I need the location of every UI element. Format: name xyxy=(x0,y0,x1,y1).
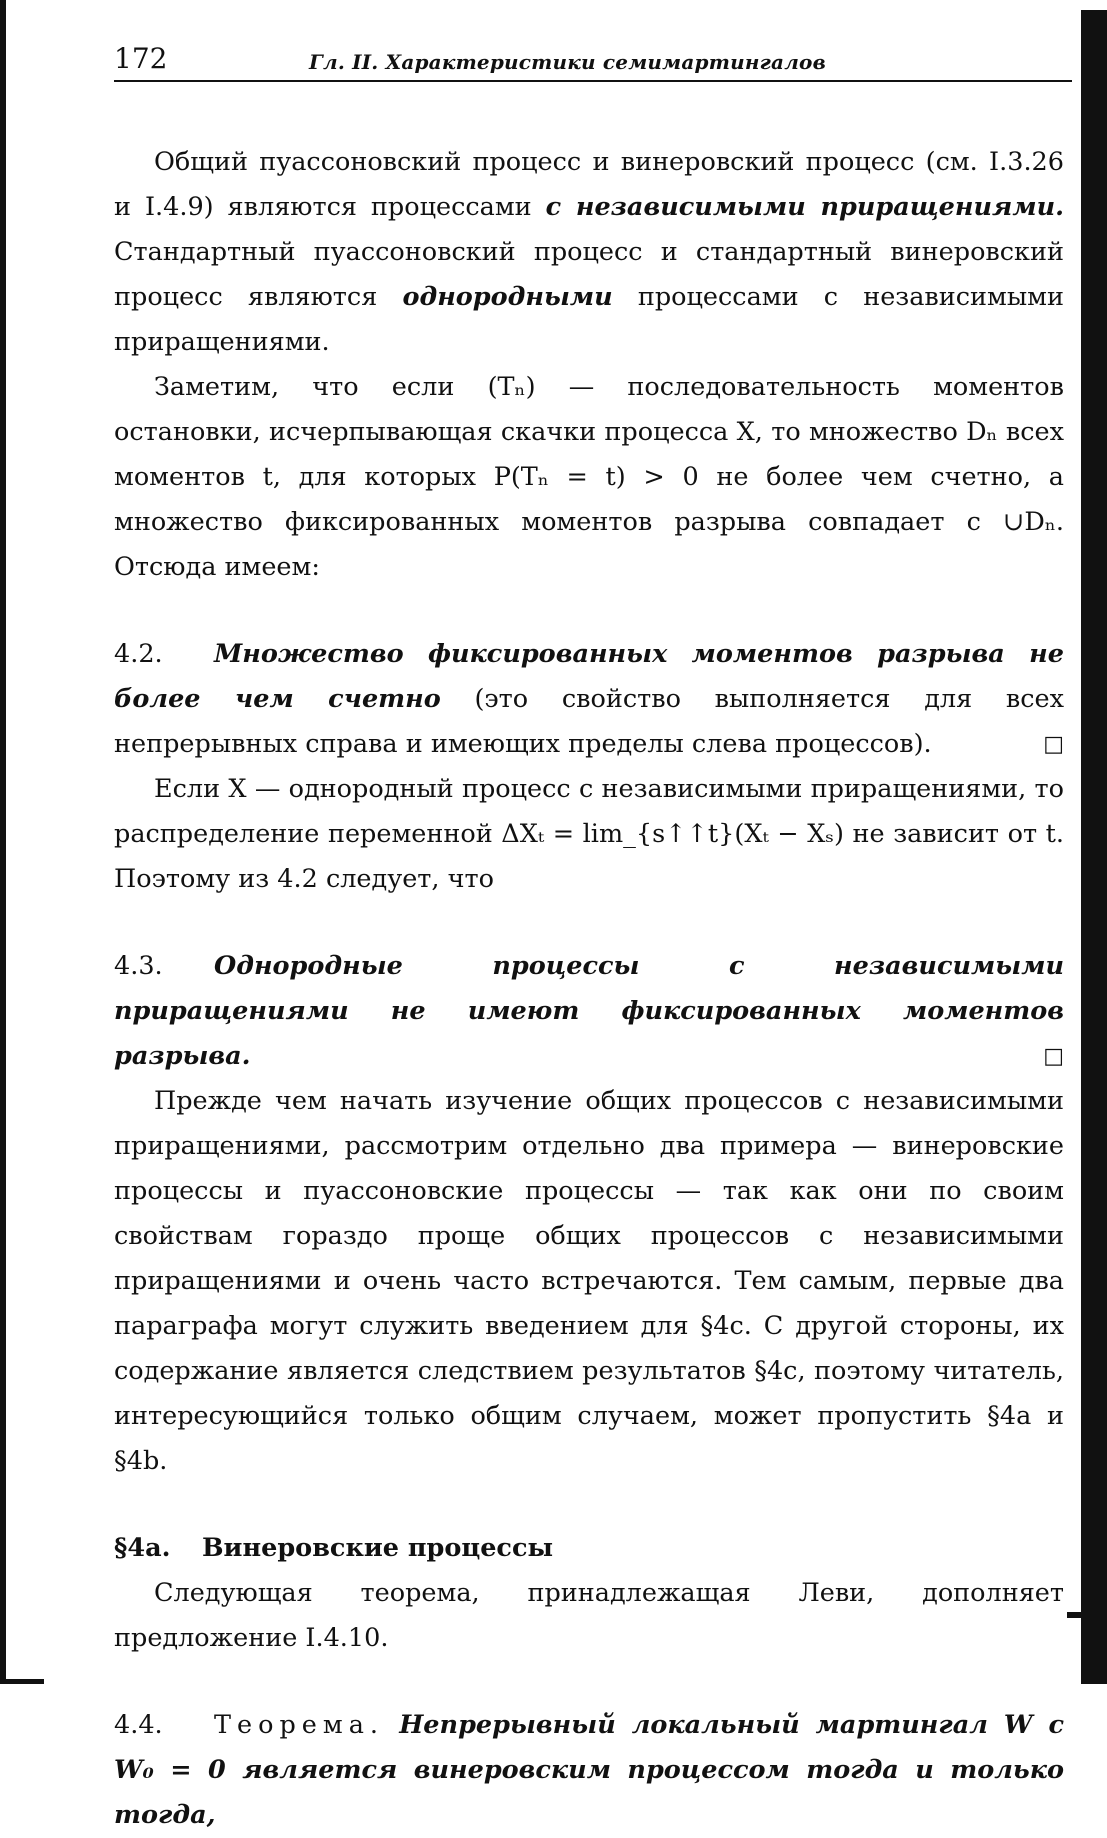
theorem-number: 4.4. xyxy=(114,1710,163,1740)
theorem-label: Теорема. xyxy=(214,1710,385,1740)
statement-number: 4.2. xyxy=(114,639,163,669)
paragraph-3: Если X — однородный процесс с независимыми приращениями, то распределение переменной ΔXₜ = lim_{s↑↑t}(Xₜ − Xₛ) не зависит от t. Поэтому из 4.2 следует, что xyxy=(114,774,1064,894)
qed-icon: □ xyxy=(1043,732,1064,757)
paragraph-1: Общий пуассоновский процесс и винеровский процесс (см. I.3.26 и I.4.9) являются процессами с независимыми приращениями. Стандартный пуассоновский процесс и стандартный винеровский процесс являются однородными процессами с независимыми приращениями. xyxy=(114,147,1064,357)
page-header xyxy=(114,42,1069,82)
statement-number: 4.3. xyxy=(114,951,163,981)
section-heading xyxy=(114,1526,1064,1571)
running-title: Гл. II. Характеристики семимартингалов xyxy=(309,50,826,74)
emphasis: однородными xyxy=(402,282,613,312)
statement-text: Однородные процессы с независимыми приращениями не имеют фиксированных моментов разрыва. xyxy=(114,951,1064,1071)
right-scan-edge xyxy=(1081,10,1107,1684)
statement-4-3 xyxy=(114,944,1064,1079)
theorem-4-4 xyxy=(114,1703,1064,1838)
section-number: §4a. xyxy=(114,1533,171,1563)
paragraph-4: Прежде чем начать изучение общих процессов с независимыми приращениями, рассмотрим отдельно два примера — винеровские процессы и пуассоновские процессы — так как они по своим свойствам гораздо проще общих процессов с независимыми приращениями и очень часто встречаются. Тем самым, первые два параграфа могут служить введением для §4c. С другой стороны, их содержание является следствием результатов §4c, поэтому читатель, интересующийся только общим случаем, может пропустить §4a и §4b. xyxy=(114,1086,1064,1476)
right-edge-tick xyxy=(1067,1612,1081,1618)
header-rule xyxy=(114,80,1072,82)
theorem-text: Непрерывный локальный мартингал W с W₀ = 0 является винеровским процессом тогда и только тогда, xyxy=(114,1710,1064,1830)
left-border xyxy=(0,0,6,1684)
paragraph-2: Заметим, что если (Tₙ) — последовательность моментов остановки, исчерпывающая скачки процесса X, то множество Dₙ всех моментов t, для которых P(Tₙ = t) > 0 не более чем счетно, а множество фиксированных моментов разрыва совпадает с ∪Dₙ. Отсюда имеем: xyxy=(114,372,1064,582)
page-number: 172 xyxy=(114,42,168,75)
statement-text: Множество фиксированных моментов разрыва не более чем счетно xyxy=(114,639,1064,714)
emphasis: с независимыми приращениями. xyxy=(545,192,1064,222)
statement-4-2: 4.2. Множество фиксированных моментов разрыва не более чем счетно (это свойство выполняется для всех непрерывных справа и имеющих пределы слева процессов). □ xyxy=(114,632,1064,767)
section-title: Винеровские процессы xyxy=(202,1533,554,1563)
page-body xyxy=(114,140,1064,1838)
qed-icon: □ xyxy=(1043,1044,1064,1069)
paragraph-5: Следующая теорема, принадлежащая Леви, дополняет предложение I.4.10. xyxy=(114,1578,1064,1653)
bottom-left-edge xyxy=(0,1679,44,1684)
